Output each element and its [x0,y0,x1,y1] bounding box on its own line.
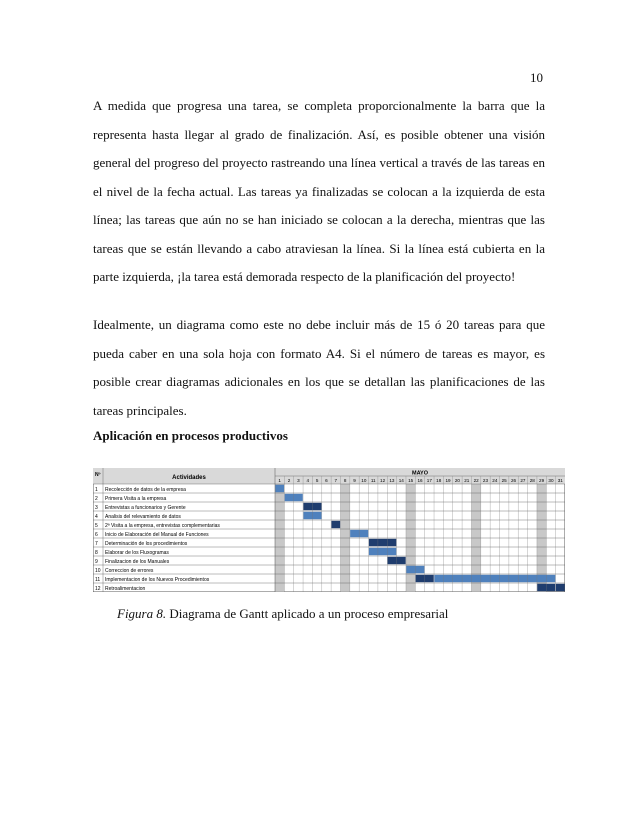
task-number: 4 [95,514,98,520]
day-label: 10 [361,478,367,483]
figure-caption-label: Figura 8. [117,606,167,621]
task-number: 2 [95,496,98,502]
day-label: 14 [398,478,404,483]
task-name: Implementacion de los Nuevos Procedimientos [105,577,210,583]
day-label: 24 [492,478,498,483]
figure-caption-text: Diagrama de Gantt aplicado a un proceso empresarial [166,606,449,621]
day-label: 22 [473,478,479,483]
day-label: 5 [315,478,319,483]
day-label: 15 [408,478,414,483]
task-number: 11 [95,577,101,583]
task-bar [275,485,284,492]
task-bar [434,575,555,582]
day-label: 25 [501,478,507,483]
task-number: 1 [95,487,98,493]
task-bar [556,584,565,591]
day-label: 3 [297,478,300,483]
day-label: 9 [353,478,356,483]
task-name: Recolección de datos de la empresa [105,487,186,493]
task-number: 10 [95,568,101,574]
header-no: Nº [95,472,101,478]
task-name: Determinación de los procedimientos [105,541,188,547]
header-activities: Actividades [172,475,206,481]
day-label: 7 [334,478,338,483]
day-label: 8 [343,478,347,483]
task-number: 6 [95,532,98,538]
task-name: Elaborar de los Fluxogramas [105,550,169,556]
day-label: 20 [454,478,460,483]
day-label: 28 [529,478,535,483]
task-name: Correccion de errores [105,568,154,574]
task-name: Primera Visita a la empresa [105,496,167,502]
task-number: 3 [95,505,98,511]
task-name: Entrevistas a funcionarios y Gerente [105,505,186,511]
task-bar [369,539,396,546]
day-label: 4 [306,478,310,483]
task-number: 9 [95,559,98,565]
day-label: 16 [417,478,423,483]
paragraph-idealmente: Idealmente, un diagrama como este no debe incluir más de 15 ó 20 tareas para que pueda caber en una sola hoja con formato A4. Si el número de tareas es mayor, es posible crear diagramas adicionales en los que se detallan las planificaciones de las tareas principales. [93,317,545,418]
task-number: 8 [95,550,98,556]
page-number: 10 [530,70,543,85]
task-number: 5 [95,523,98,529]
day-label: 13 [389,478,395,483]
task-number: 7 [95,541,98,547]
day-label: 23 [482,478,489,483]
task-name: Analisis del relevamiento de datos [105,514,181,520]
gantt-chart [93,468,565,592]
day-label: 31 [557,478,563,483]
task-name: Finalizacion de los Manuales [105,559,170,565]
section-heading: Aplicación en procesos productivos [93,428,288,443]
day-label: 19 [445,478,451,483]
task-name: 2ª Visita a la empresa, entrevistas complementarias [105,523,220,529]
task-number: 12 [95,586,101,592]
header-month: MAYO [412,470,428,477]
task-name: Retroalimentacion [105,586,146,592]
day-label: 11 [370,478,376,483]
task-bar [369,548,396,555]
day-label: 21 [464,478,470,483]
day-label: 26 [510,478,517,483]
task-bar [331,521,340,528]
day-label: 30 [548,478,554,483]
day-label: 1 [278,478,281,483]
day-label: 18 [436,478,442,483]
day-label: 12 [380,478,386,483]
day-label: 29 [539,478,545,483]
day-label: 17 [426,478,432,483]
day-label: 2 [287,478,291,483]
day-label: 6 [325,478,328,483]
day-label: 27 [520,478,526,483]
paragraph-progress: A medida que progresa una tarea, se completa proporcionalmente la barra que la representa hasta llegar al grado de finalización. Así, es posible obtener una visión general del progreso del proyecto rastreando una línea vertical a través de las tareas en el nivel de la fecha actual. Las tareas ya finalizadas se colocan a la izquierda de esta línea; las tareas que aún no se han iniciado se colocan a la derecha, mientras que las tareas que se están llevando a cabo atraviesan la línea. Si la línea está cubierta en la parte izquierda, ¡la tarea está demorada respecto de la planificación del proyecto! [93,98,545,284]
task-name: Inicio de Elaboración del Manual de Funciones [105,532,209,538]
figure-caption [117,606,448,622]
